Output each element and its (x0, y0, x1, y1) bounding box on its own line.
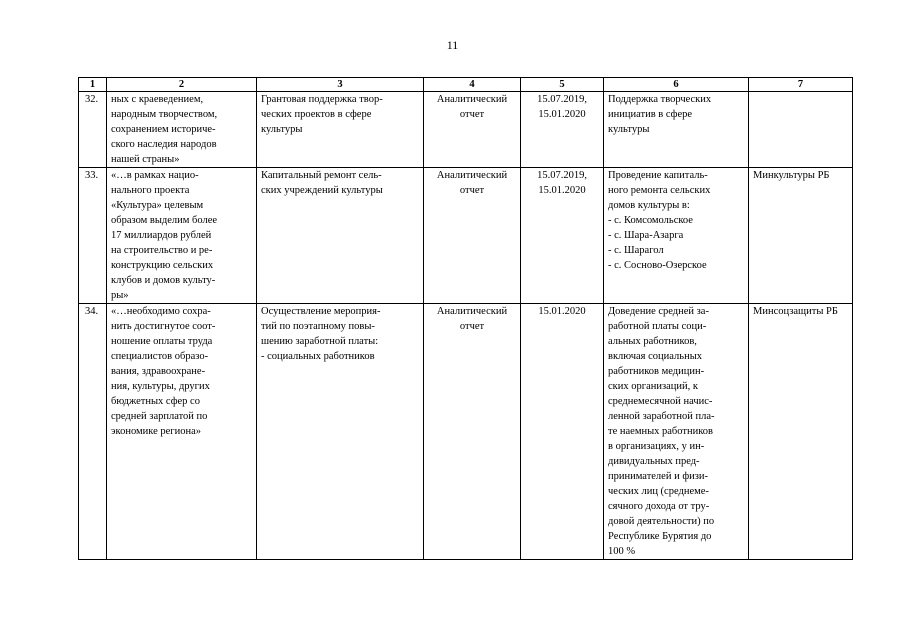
result-cell (604, 92, 749, 168)
header-cell: 2 (107, 78, 257, 92)
text-line: Аналитический (436, 170, 508, 181)
report-form-cell (424, 92, 521, 168)
text-line: Аналитический (436, 94, 508, 105)
text-line: 15.01.2020 (538, 109, 586, 120)
header-cell: 5 (521, 78, 604, 92)
text-line: специалистов образо- (111, 351, 209, 362)
text-line: народным творчеством, (111, 109, 218, 120)
text-line: «…в рамках нацио- (111, 170, 199, 181)
text-line: 15.01.2020 (538, 306, 586, 317)
text-line: ного ремонта сельских (608, 185, 711, 196)
text-line: Грантовая поддержка твор- (261, 94, 383, 105)
text-line: образом выделим более (111, 215, 218, 226)
document-table (78, 77, 853, 560)
text-line: в организациях, у ин- (608, 441, 705, 452)
text-line: ских учреждений культуры (261, 185, 383, 196)
text-line: Проведение капиталь- (608, 170, 708, 181)
text-line: ния, культуры, других (111, 381, 210, 392)
text-line: отчет (459, 109, 485, 120)
table-header-row (79, 78, 853, 92)
text-line: ношение оплаты труда (111, 336, 213, 347)
table-row (79, 168, 853, 304)
deadline-cell (521, 168, 604, 304)
text-line: работной платы соци- (608, 321, 707, 332)
text-line: среднемесячной начис- (608, 396, 713, 407)
measure-cell (257, 304, 424, 560)
text-line: отчет (459, 321, 485, 332)
deadline-cell (521, 92, 604, 168)
text-line: довой деятельности) по (608, 516, 715, 527)
text-line: ских организаций, к (608, 381, 698, 392)
table-row (79, 304, 853, 560)
text-line: 15.07.2019, (537, 170, 587, 181)
report-form-cell (424, 168, 521, 304)
text-line: конструкцию сельских (111, 260, 214, 271)
quote-cell (107, 304, 257, 560)
text-line: нашей страны» (111, 154, 180, 165)
page-number: 11 (446, 38, 459, 52)
text-line: ных с краеведением, (111, 94, 204, 105)
text-line: Капитальный ремонт сель- (261, 170, 382, 181)
text-line: те наемных работников (608, 426, 713, 437)
text-line: бюджетных сфер со (111, 396, 200, 407)
text-line: инициатив в сфере (608, 109, 693, 120)
text-line: - социальных работников (261, 351, 375, 362)
row-number: 34. (79, 304, 107, 560)
text-line: 17 миллиардов рублей (111, 230, 212, 241)
header-cell: 1 (79, 78, 107, 92)
text-line: вания, здравоохране- (111, 366, 206, 377)
text-line: сохранением историче- (111, 124, 216, 135)
text-line: - с. Сосново-Озерское (608, 260, 707, 271)
row-number: 32. (79, 92, 107, 168)
text-line: «…необходимо сохра- (111, 306, 211, 317)
report-form-cell (424, 304, 521, 560)
measure-cell (257, 168, 424, 304)
text-line: ры» (111, 290, 129, 301)
text-line: отчет (459, 185, 485, 196)
text-line: клубов и домов культу- (111, 275, 216, 286)
text-line: на строительство и ре- (111, 245, 213, 256)
text-line: Республике Бурятия до (608, 531, 712, 542)
text-line: принимателей и физи- (608, 471, 709, 482)
quote-cell (107, 168, 257, 304)
measure-cell (257, 92, 424, 168)
text-line: ского наследия народов (111, 139, 217, 150)
text-line: - с. Шарагол (608, 245, 664, 256)
text-line: 15.01.2020 (538, 185, 586, 196)
text-line: нального проекта (111, 185, 190, 196)
text-line: ческих лиц (среднеме- (608, 486, 709, 497)
text-line: домов культуры в: (608, 200, 690, 211)
text-line: культуры (261, 124, 303, 135)
text-line: включая социальных (608, 351, 702, 362)
header-cell: 4 (424, 78, 521, 92)
responsible-cell (749, 92, 853, 168)
text-line: тий по поэтапному повы- (261, 321, 375, 332)
text-line: нить достигнутое соот- (111, 321, 216, 332)
header-cell: 6 (604, 78, 749, 92)
responsible-cell: Минкультуры РБ (749, 168, 853, 304)
text-line: средней зарплатой по (111, 411, 208, 422)
text-line: сячного дохода от тру- (608, 501, 710, 512)
responsible-cell: Минсоцзащиты РБ (749, 304, 853, 560)
deadline-cell (521, 304, 604, 560)
text-line: ленной заработной пла- (608, 411, 715, 422)
text-line: дивидуальных пред- (608, 456, 700, 467)
text-line: «Культура» целевым (111, 200, 204, 211)
text-line: Аналитический (436, 306, 508, 317)
table-row (79, 92, 853, 168)
text-line: Поддержка творческих (608, 94, 712, 105)
header-cell: 7 (749, 78, 853, 92)
result-cell (604, 304, 749, 560)
text-line: шению заработной платы: (261, 336, 379, 347)
text-line: Доведение средней за- (608, 306, 709, 317)
text-line: Осуществление мероприя- (261, 306, 381, 317)
header-cell: 3 (257, 78, 424, 92)
row-number: 33. (79, 168, 107, 304)
result-cell (604, 168, 749, 304)
text-line: - с. Шара-Азарга (608, 230, 684, 241)
text-line: 100 % (608, 546, 636, 557)
text-line: работников медицин- (608, 366, 705, 377)
quote-cell (107, 92, 257, 168)
text-line: культуры (608, 124, 650, 135)
text-line: ческих проектов в сфере (261, 109, 372, 120)
text-line: 15.07.2019, (537, 94, 587, 105)
text-line: экономике региона» (111, 426, 201, 437)
text-line: альных работников, (608, 336, 697, 347)
text-line: - с. Комсомольское (608, 215, 693, 226)
